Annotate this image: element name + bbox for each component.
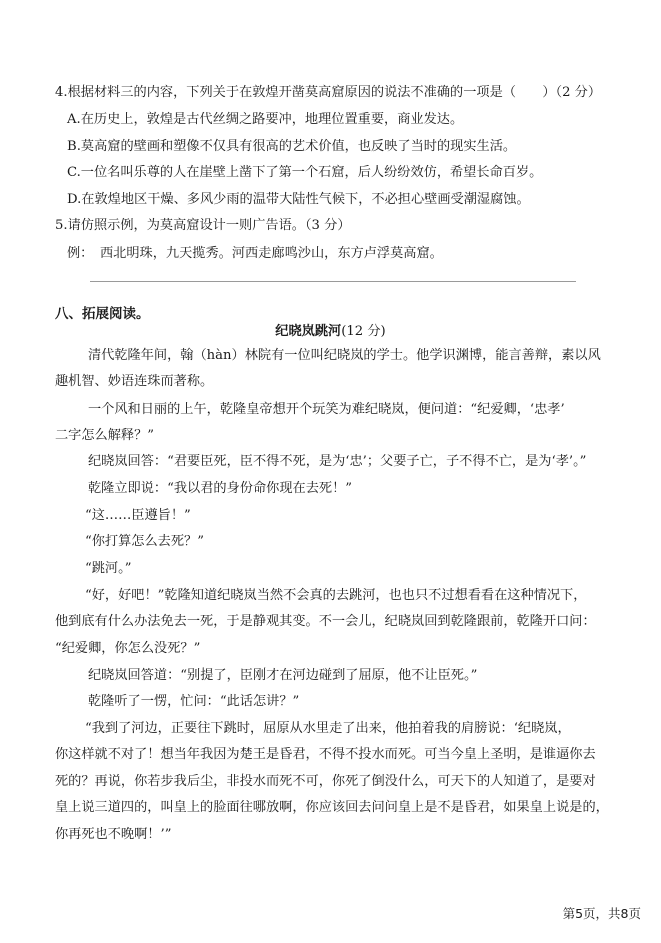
story-line: 一个风和日丽的上午，乾隆皇帝想开个玩笑为难纪晓岚，便问道：“纪爱卿，‘忠孝’ xyxy=(88,402,565,417)
story-line: 他到底有什么办法免去一死，于是静观其变。不一会儿，纪晓岚回到乾隆跟前，乾隆开口问： xyxy=(55,614,596,629)
story-line: “你打算怎么去死？” xyxy=(85,534,204,549)
story-line: “我到了河边，正要往下跳时，屈原从水里走了出来，他拍着我的肩膀说：‘纪晓岚， xyxy=(85,721,571,736)
question-4-option-a: A.在历史上，敦煌是古代丝绸之路要冲，地理位置重要，商业发达。 xyxy=(67,112,464,127)
story-line: 皇上说三道四的，叫皇上的脸面往哪放啊，你应该回去问问皇上是不是昏君，如果皇上说是的， xyxy=(55,800,609,815)
story-line: 死的？再说，你若步我后尘，非投水而死不可，你死了倒没什么，可天下的人知道了，是要对 xyxy=(55,774,596,789)
story-line: 趣机智、妙语连珠而著称。 xyxy=(55,374,214,389)
story-line: “跳河。” xyxy=(85,561,132,576)
question-4-stem: 4.根据材料三的内容，下列关于在敦煌开凿莫高窟原因的说法不准确的一项是（ ）（2 分） xyxy=(55,85,602,100)
question-4-option-d: D.在敦煌地区干燥、多风少雨的温带大陆性气候下，不必担心壁画受潮湿腐蚀。 xyxy=(67,192,530,207)
section-title: 八、拓展阅读。 xyxy=(55,306,150,322)
story-line: 乾隆立即说：“我以君的身份命你现在去死！” xyxy=(88,481,353,496)
story-title-text: 纪晓岚跳河 xyxy=(275,324,342,339)
answer-line xyxy=(90,281,576,282)
story-line: 纪晓岚回答：“君要臣死，臣不得不死，是为‘忠’；父要子亡，子不得不亡，是为‘孝’。” xyxy=(88,454,587,469)
story-line: 你再死也不晚啊！’” xyxy=(55,827,172,842)
story-line: 清代乾隆年间，翰（hàn）林院有一位叫纪晓岚的学士。他学识渊博，能言善辩，素以风 xyxy=(88,348,601,363)
story-line: 纪晓岚回答道：“别提了，臣刚才在河边碰到了屈原，他不让臣死。” xyxy=(88,668,478,683)
story-line: 二字怎么解释？” xyxy=(55,428,155,443)
story-title xyxy=(0,323,661,341)
question-4-option-b: B.莫高窟的壁画和塑像不仅具有很高的艺术价值，也反映了当时的现实生活。 xyxy=(67,139,517,154)
question-4-option-c: C.一位名叫乐尊的人在崖壁上凿下了第一个石窟，后人纷纷效仿，希望长命百岁。 xyxy=(67,165,543,180)
story-line: “好，好吧！”乾隆知道纪晓岚当然不会真的去跳河，也也只不过想看看在这种情况下， xyxy=(85,588,587,603)
page-number: 第5页，共8页 xyxy=(562,906,641,921)
question-5-stem: 5.请仿照示例，为莫高窟设计一则广告语。（3 分） xyxy=(55,218,351,233)
story-line: 你这样就不对了！想当年我因为楚王是昏君，不得不投水而死。可当今皇上圣明，是谁逼你去 xyxy=(55,747,596,762)
story-points: (12 分) xyxy=(341,324,386,339)
story-line: “这……臣遵旨！” xyxy=(85,508,191,523)
story-line: “纪爱卿，你怎么没死？” xyxy=(55,641,201,656)
story-line: 乾隆听了一愣，忙问：“此话怎讲？” xyxy=(88,694,300,709)
question-5-example: 例： 西北明珠，九天揽秀。河西走廊鸣沙山，东方卢浮莫高窟。 xyxy=(67,246,443,261)
